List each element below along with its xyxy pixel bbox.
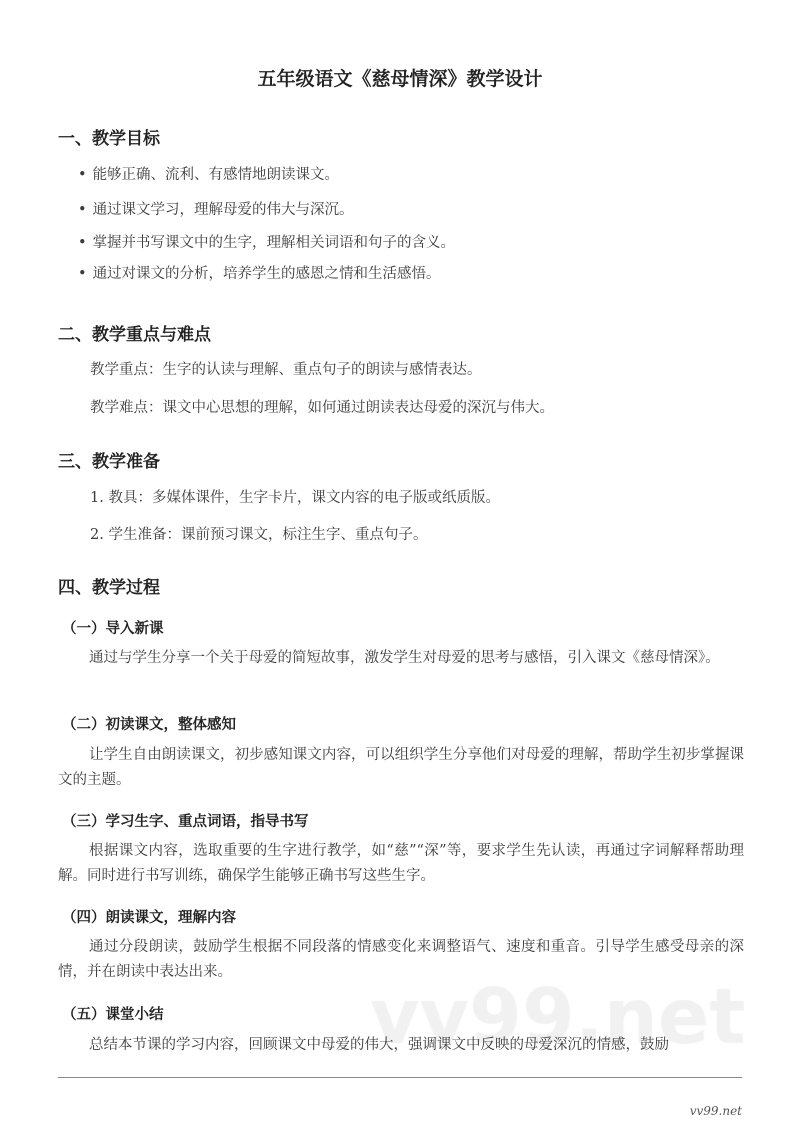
step-text: 通过与学生分享一个关于母爱的简短故事，激发学生对母爱的思考与感悟，引入课文《慈母情深》。 [89,650,720,666]
step-heading: （二）初读课文，整体感知 [62,716,236,733]
step-text: 让学生自由朗读课文，初步感知课文内容，可以组织学生分享他们对母爱的理解，帮助学生初步掌握课文的主题。 [58,747,744,788]
objective-item: • 能够正确、流利、有感情地朗读课文。 [78,163,339,184]
key-point-line: 教学重点：生字的认读与理解、重点句子的朗读与感情表达。 [90,362,482,378]
preparation-item: 1. 教具：多媒体课件，生字卡片，课文内容的电子版或纸质版。 [90,490,500,506]
section-heading-objectives: 一、教学目标 [58,129,160,149]
footer-site: vv99.net [689,1104,742,1118]
step-text: 通过分段朗读，鼓励学生根据不同段落的情感变化来调整语气、速度和重音。引导学生感受母亲的深情，并在朗读中表达出来。 [58,939,744,980]
step-heading: （四）朗读课文，理解内容 [62,909,236,926]
preparation-item: 2. 学生准备：课前预习课文，标注生字、重点句子。 [90,527,428,543]
step-heading: （五）课堂小结 [62,1006,164,1023]
section-heading-preparation: 三、教学准备 [58,452,160,472]
objective-item: • 通过对课文的分析，培养学生的感恩之情和生活感悟。 [78,262,441,283]
document-title: 五年级语文《慈母情深》教学设计 [257,68,543,90]
objective-item: • 通过课文学习，理解母爱的伟大与深沉。 [78,198,354,219]
step-heading: （一）导入新课 [62,620,164,637]
footer-divider [58,1077,742,1078]
step-text: 根据课文内容，选取重要的生字进行教学，如“慈”“深”等，要求学生先认读，再通过字词解释帮助理解。同时进行书写训练，确保学生能够正确书写这些生字。 [58,843,744,884]
section-heading-key-points: 二、教学重点与难点 [58,325,211,345]
section-heading-process: 四、教学过程 [58,578,160,598]
step-heading: （三）学习生字、重点词语，指导书写 [62,813,309,830]
difficulty-line: 教学难点：课文中心思想的理解，如何通过朗读表达母爱的深沉与伟大。 [90,400,554,416]
watermark-image [360,975,780,1075]
step-text: 总结本节课的学习内容，回顾课文中母爱的伟大，强调课文中反映的母爱深沉的情感，鼓励 [89,1037,669,1053]
objective-item: • 掌握并书写课文中的生字，理解相关词语和句子的含义。 [78,231,455,252]
